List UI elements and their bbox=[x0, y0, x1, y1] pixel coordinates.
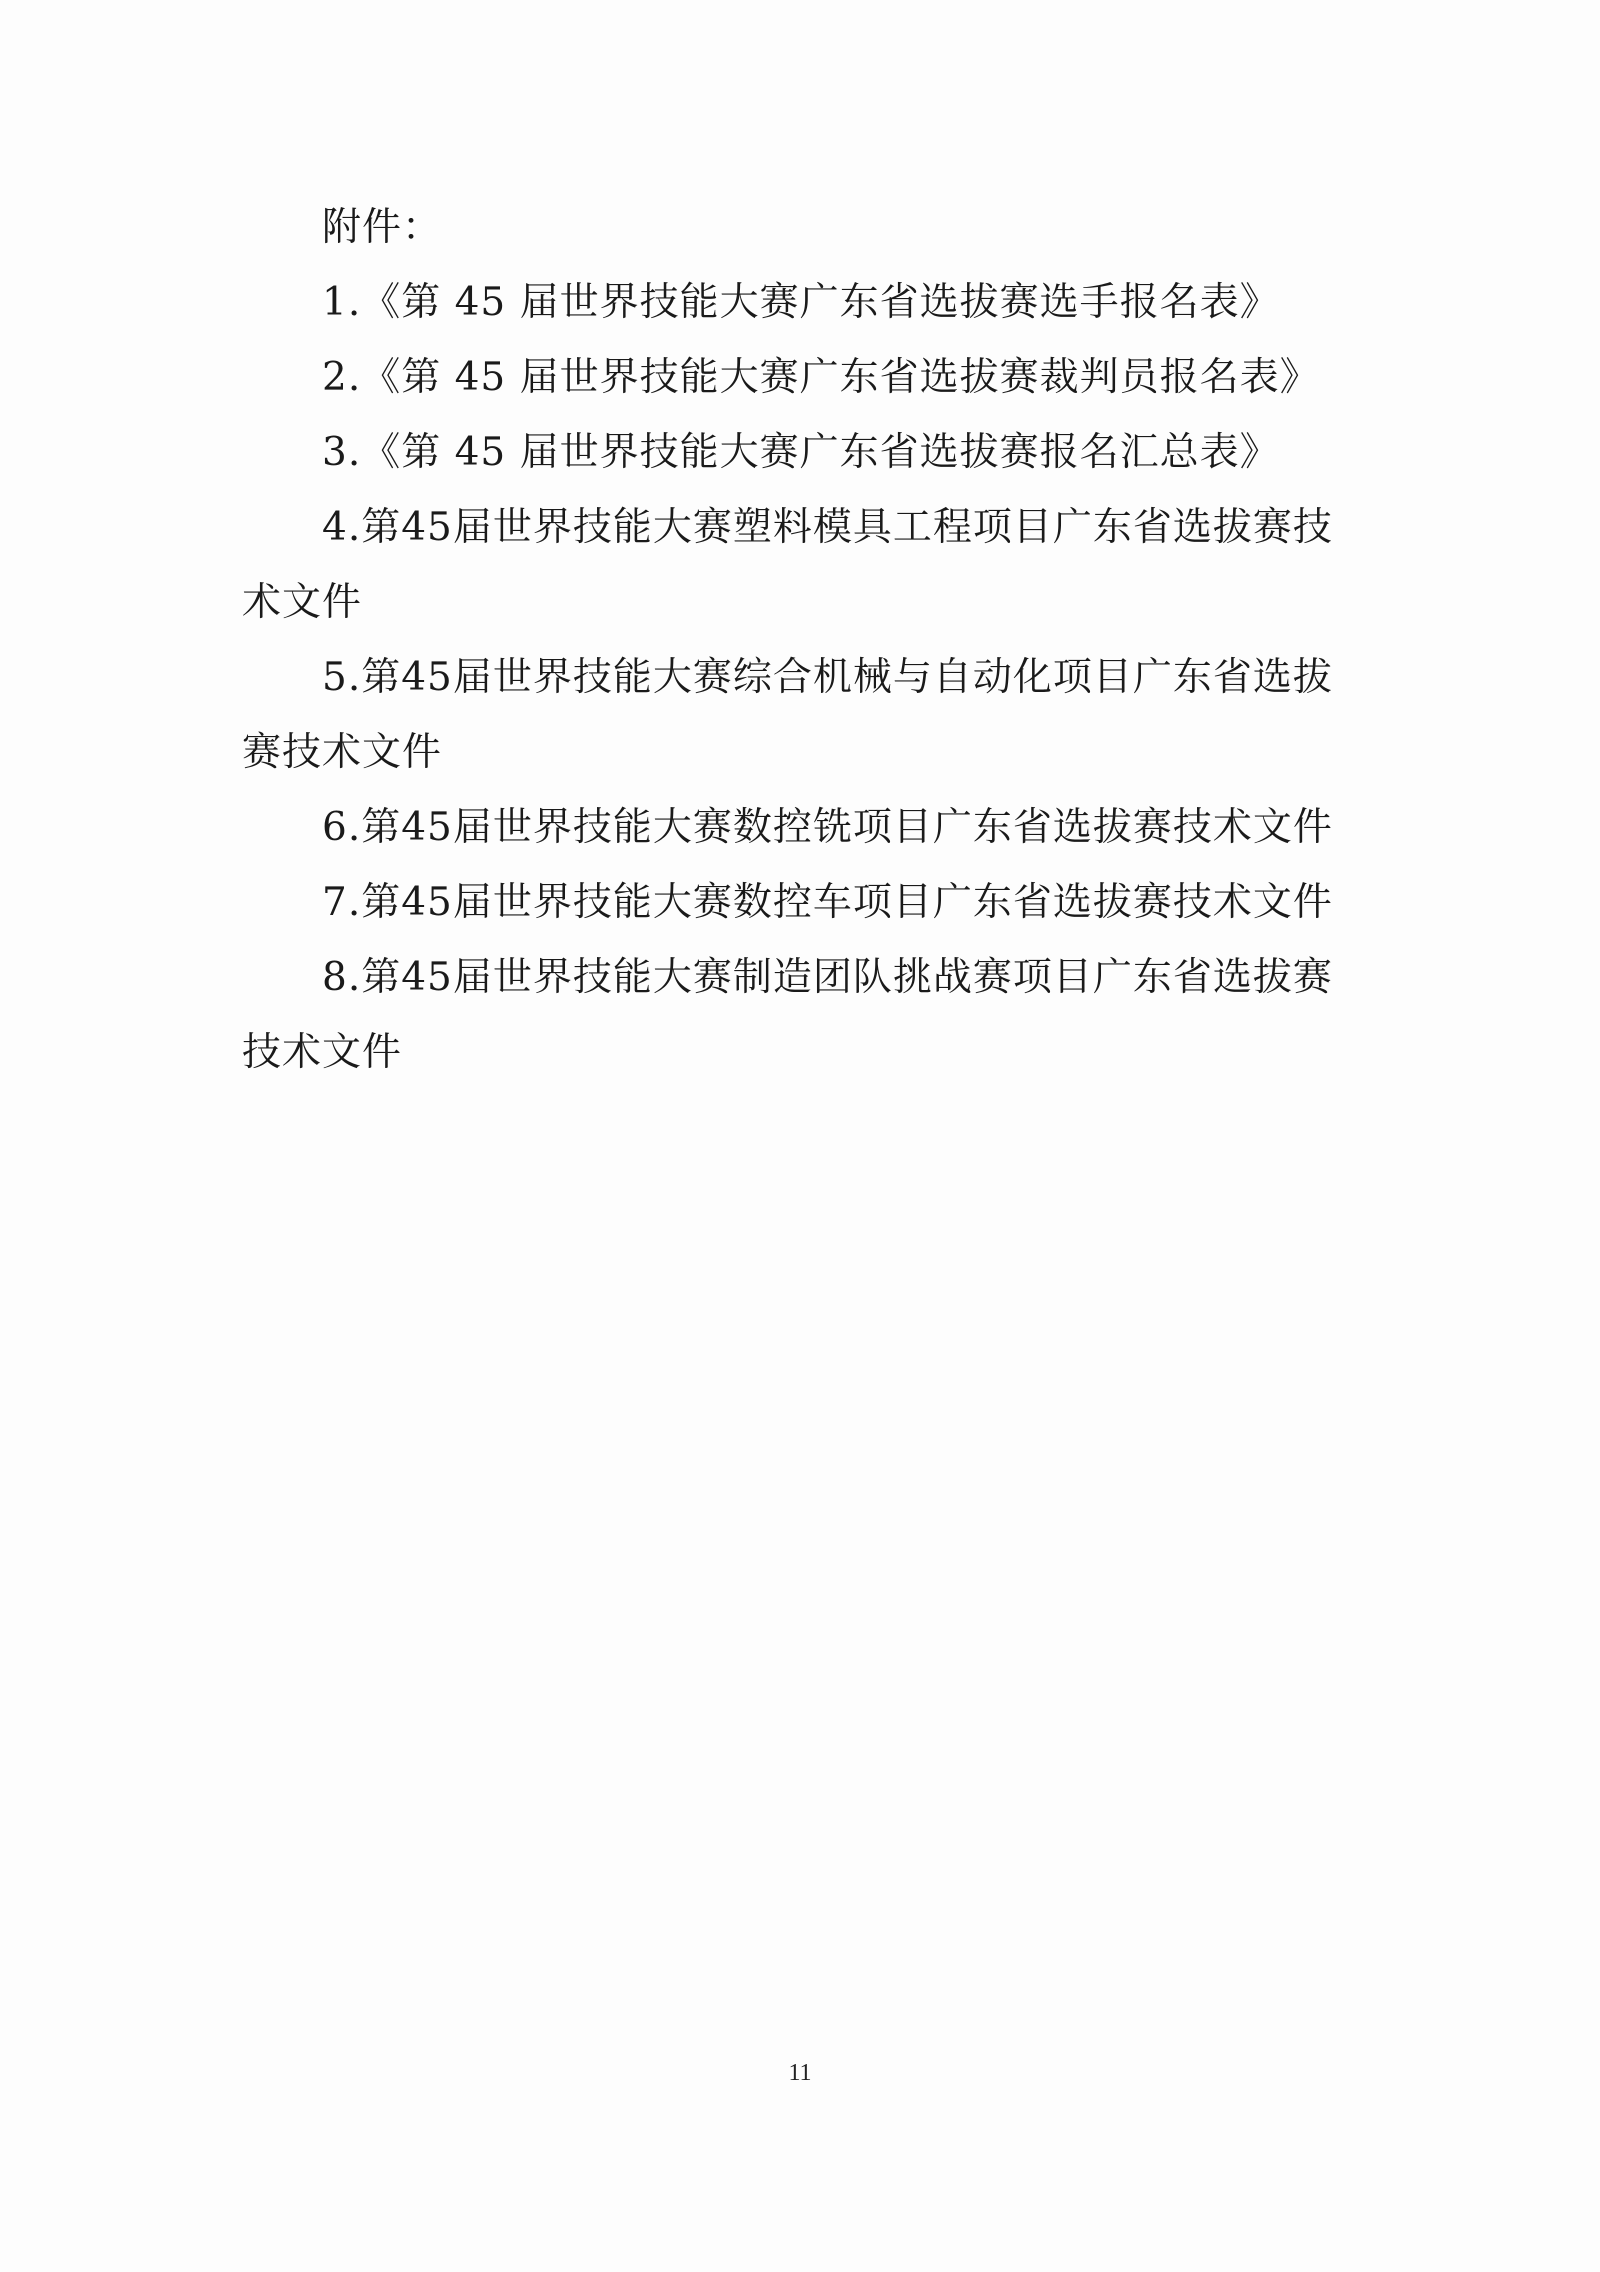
attachment-list bbox=[242, 190, 1362, 1090]
page-number: 11 bbox=[788, 2060, 812, 2086]
attachment-item-4: 4.第45届世界技能大赛塑料模具工程项目广东省选拔赛技术文件 bbox=[242, 505, 1333, 625]
attachment-item-5: 5.第45届世界技能大赛综合机械与自动化项目广东省选拔赛技术文件 bbox=[242, 655, 1333, 775]
attachment-item-3: 3.《第 45 届世界技能大赛广东省选拔赛报名汇总表》 bbox=[322, 430, 1280, 475]
attachment-item-2: 2.《第 45 届世界技能大赛广东省选拔赛裁判员报名表》 bbox=[322, 355, 1320, 400]
attachment-item-8: 8.第45届世界技能大赛制造团队挑战赛项目广东省选拔赛技术文件 bbox=[242, 955, 1333, 1075]
attachment-item-7: 7.第45届世界技能大赛数控车项目广东省选拔赛技术文件 bbox=[322, 880, 1333, 925]
attachment-item-1: 1.《第 45 届世界技能大赛广东省选拔赛选手报名表》 bbox=[322, 280, 1280, 325]
attachment-item-6: 6.第45届世界技能大赛数控铣项目广东省选拔赛技术文件 bbox=[322, 805, 1333, 850]
attachments-heading: 附件： bbox=[322, 205, 443, 250]
